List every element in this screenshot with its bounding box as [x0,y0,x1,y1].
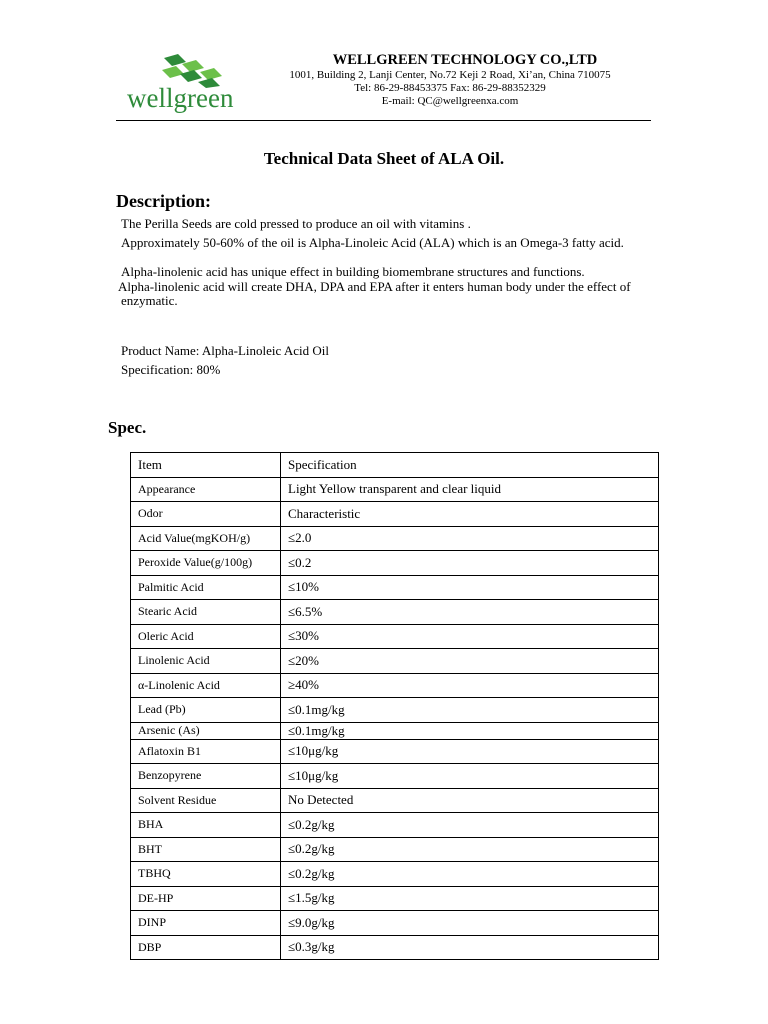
table-cell-specification: ≤30% [281,624,659,649]
document-title: Technical Data Sheet of ALA Oil. [263,149,505,168]
table-cell-specification: ≤2.0 [281,526,659,551]
table-row [131,502,659,527]
table-cell-specification: ≤20% [281,649,659,674]
spec-table [130,452,659,960]
table-cell-specification: ≤10μg/kg [281,764,659,789]
spec-heading: Spec. [108,418,147,437]
table-cell-item: TBHQ [131,862,281,887]
table-row [131,764,659,789]
description-heading: Description: [116,191,211,211]
table-cell-specification: Characteristic [281,502,659,527]
table-row [131,813,659,838]
table-header-item: Item [131,453,281,478]
table-cell-item: Arsenic (As) [131,722,281,739]
table-row [131,551,659,576]
company-info [250,52,650,108]
table-cell-specification: ≤0.2g/kg [281,837,659,862]
table-row [131,600,659,625]
description-line-3: Alpha-linolenic acid has unique effect in building biomembrane structures and functions. [121,264,585,279]
table-cell-item: α-Linolenic Acid [131,673,281,698]
table-row [131,788,659,813]
table-row [131,673,659,698]
table-row [131,935,659,960]
table-row [131,575,659,600]
table-cell-specification: ≤6.5% [281,600,659,625]
company-name: WELLGREEN TECHNOLOGY CO.,LTD [332,52,598,68]
table-row [131,739,659,764]
table-cell-item: Acid Value(mgKOH/g) [131,526,281,551]
table-cell-item: BHT [131,837,281,862]
product-name: Product Name: Alpha-Linoleic Acid Oil [121,343,329,358]
table-cell-specification: No Detected [281,788,659,813]
logo-wordmark: wellgreen [127,83,234,113]
table-cell-specification: ≤10% [281,575,659,600]
table-header-row [131,453,659,478]
table-row [131,722,659,739]
table-cell-specification: ≤0.3g/kg [281,935,659,960]
table-cell-specification: ≤0.2g/kg [281,862,659,887]
description-line-2: Approximately 50-60% of the oil is Alpha-Linoleic Acid (ALA) which is an Omega-3 fatty acid. [121,235,624,250]
table-cell-specification: ≤1.5g/kg [281,886,659,911]
table-cell-item: Appearance [131,477,281,502]
table-row [131,862,659,887]
table-row [131,886,659,911]
company-address: 1001, Building 2, Lanji Center, No.72 Keji 2 Road, Xi’an, China 710075 [289,69,611,81]
description-line-4: Alpha-linolenic acid will create DHA, DPA and EPA after it enters human body under the effect of [118,279,631,294]
company-phone-fax: Tel: 86-29-88453375 Fax: 86-29-88352329 [354,82,546,94]
table-row [131,837,659,862]
table-cell-item: Benzopyrene [131,764,281,789]
table-cell-item: Peroxide Value(g/100g) [131,551,281,576]
table-cell-specification: ≤10μg/kg [281,739,659,764]
table-cell-specification: ≥40% [281,673,659,698]
table-cell-item: Palmitic Acid [131,575,281,600]
table-cell-specification: Light Yellow transparent and clear liquid [281,477,659,502]
table-cell-item: DBP [131,935,281,960]
table-cell-item: Odor [131,502,281,527]
table-row [131,477,659,502]
table-cell-specification: ≤0.1mg/kg [281,698,659,723]
table-cell-item: Lead (Pb) [131,698,281,723]
description-line-5: enzymatic. [121,293,178,308]
table-row [131,526,659,551]
table-cell-specification: ≤0.2 [281,551,659,576]
table-cell-item: Linolenic Acid [131,649,281,674]
table-header-specification: Specification [281,453,659,478]
table-cell-item: Oleric Acid [131,624,281,649]
table-cell-item: Stearic Acid [131,600,281,625]
description-line-1: The Perilla Seeds are cold pressed to produce an oil with vitamins . [121,216,471,231]
product-specification: Specification: 80% [121,362,221,377]
table-cell-item: Aflatoxin B1 [131,739,281,764]
table-cell-item: Solvent Residue [131,788,281,813]
header-divider [116,120,651,121]
table-row [131,698,659,723]
table-cell-specification: ≤0.1mg/kg [281,722,659,739]
table-cell-item: BHA [131,813,281,838]
table-row [131,649,659,674]
table-row [131,911,659,936]
table-cell-item: DE-HP [131,886,281,911]
table-cell-specification: ≤0.2g/kg [281,813,659,838]
table-cell-item: DINP [131,911,281,936]
company-email: E-mail: QC@wellgreenxa.com [381,95,519,107]
table-row [131,624,659,649]
table-cell-specification: ≤9.0g/kg [281,911,659,936]
